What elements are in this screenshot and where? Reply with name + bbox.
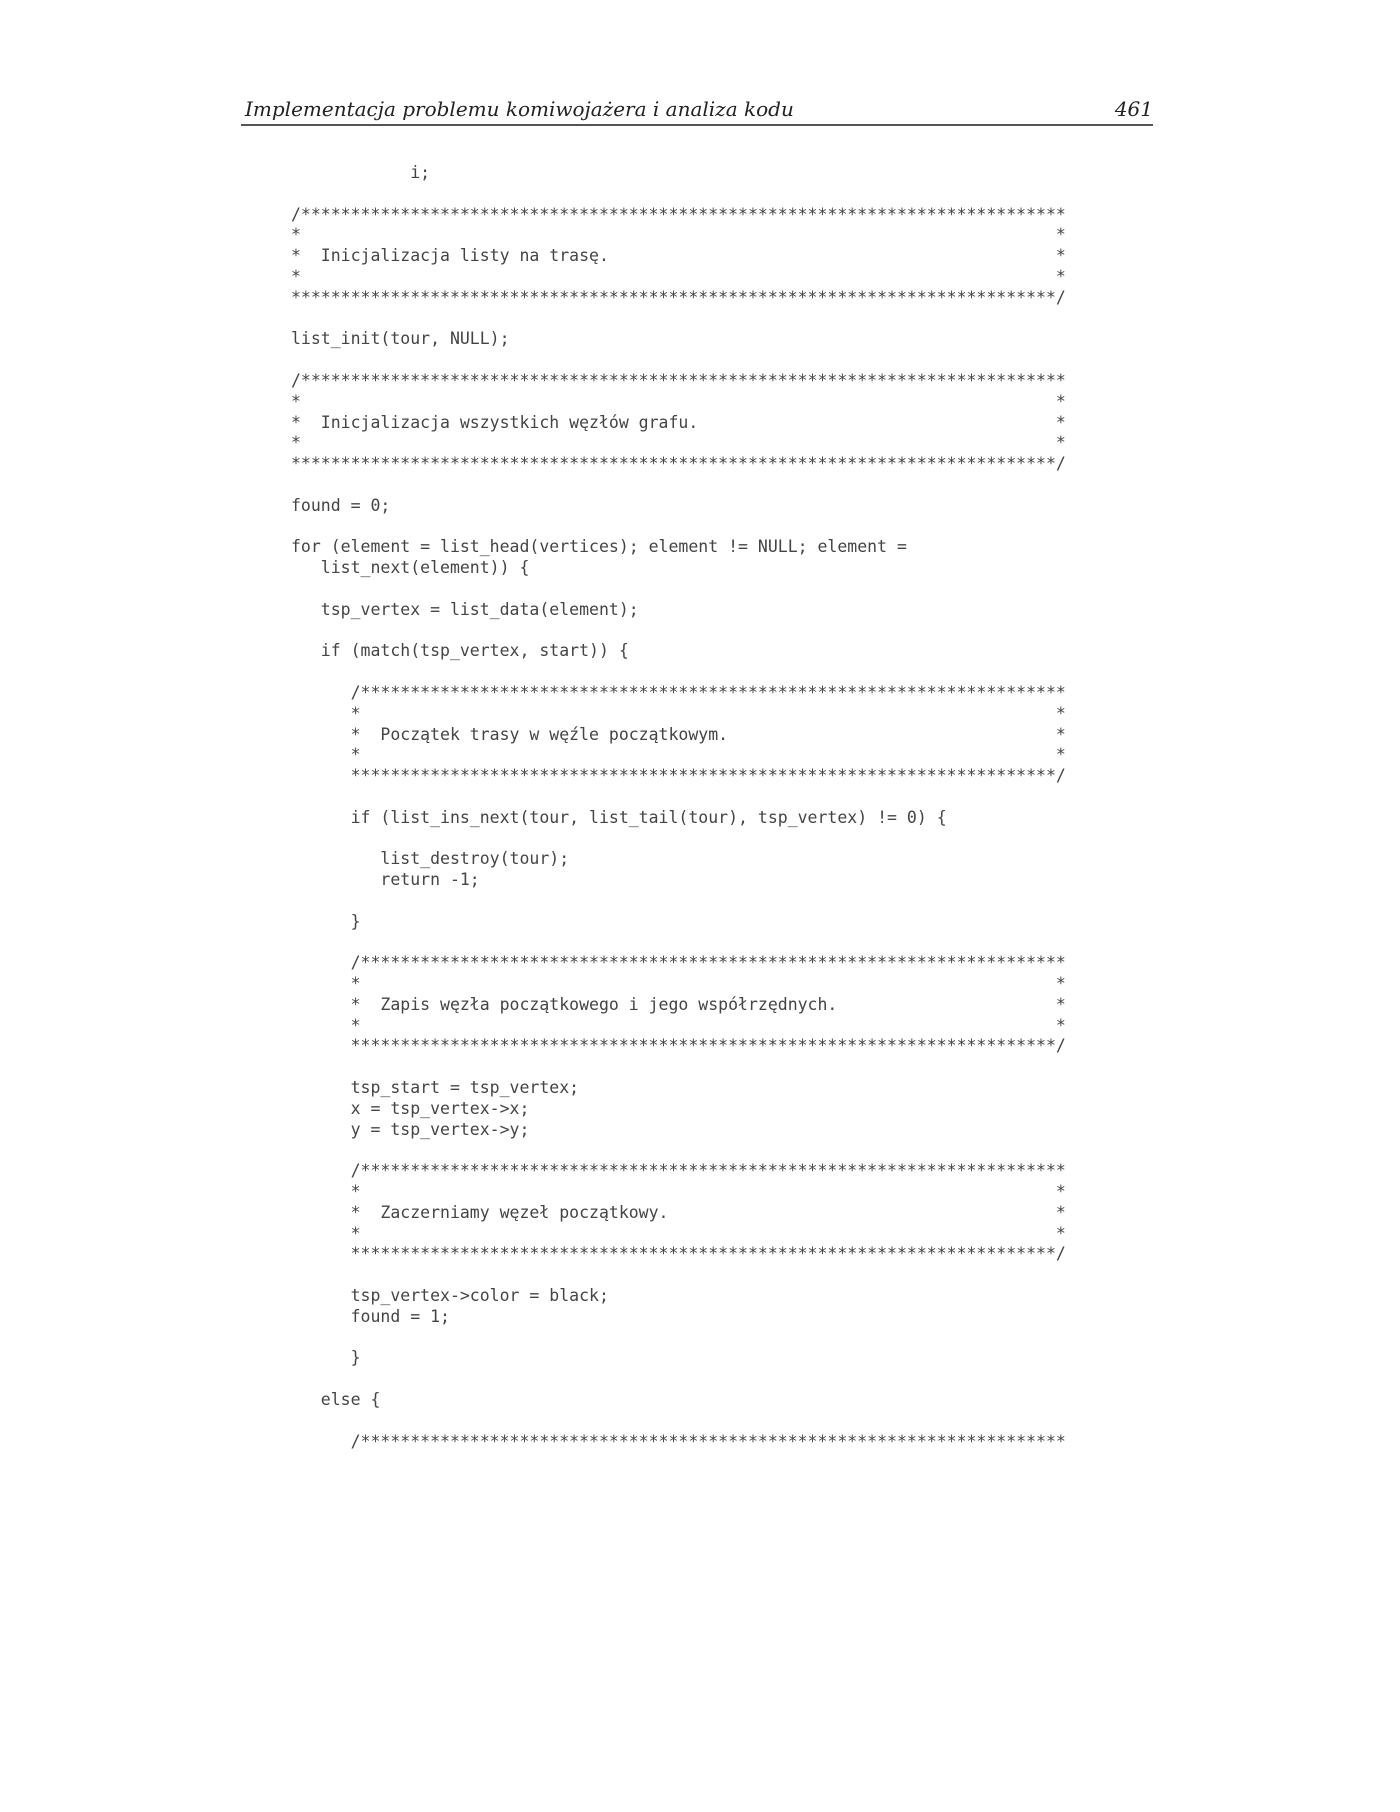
code-line [291, 1265, 1066, 1286]
code-line: *****************************************************************************/ [291, 287, 1066, 307]
code-line [291, 579, 1066, 600]
code-line: /*********************************************************************** [291, 1431, 1066, 1451]
code-line: /*********************************************************************** [291, 953, 1066, 973]
code-line [291, 475, 1066, 496]
code-line: found = 1; [291, 1306, 450, 1326]
code-line: return -1; [291, 870, 480, 890]
code-line: * Inicjalizacja listy na trasę. * [291, 246, 1066, 266]
code-line [291, 621, 1066, 642]
code-line [291, 662, 1066, 683]
code-line [291, 829, 1066, 850]
code-line: for (element = list_head(vertices); element != NULL; element = [291, 537, 907, 557]
code-line [291, 1328, 1066, 1349]
running-head-title: Implementacja problemu komiwojażera i analiza kodu [245, 97, 794, 121]
code-line: /*********************************************************************** [291, 682, 1066, 702]
code-line: else { [291, 1390, 381, 1410]
page-header [241, 97, 1153, 125]
code-line: } [291, 911, 361, 931]
code-line: found = 0; [291, 495, 391, 515]
code-listing [291, 163, 1066, 1452]
code-line [291, 1411, 1066, 1432]
code-line: * * [291, 225, 1066, 245]
code-line [291, 1140, 1066, 1161]
code-line: * * [291, 391, 1066, 411]
code-line [291, 1369, 1066, 1390]
code-line: } [291, 1348, 361, 1368]
code-line: /*********************************************************************** [291, 1161, 1066, 1181]
code-line [291, 309, 1066, 330]
code-line [291, 517, 1066, 538]
code-line: ***********************************************************************/ [291, 766, 1066, 786]
code-line [291, 891, 1066, 912]
code-line: *****************************************************************************/ [291, 454, 1066, 474]
code-line: ***********************************************************************/ [291, 1244, 1066, 1264]
code-line [291, 932, 1066, 953]
code-line: list_next(element)) { [291, 558, 530, 578]
code-line: tsp_vertex = list_data(element); [291, 599, 639, 619]
code-line: if (list_ins_next(tour, list_tail(tour), tsp_vertex) != 0) { [291, 807, 947, 827]
header-rule [241, 124, 1153, 126]
code-line: ***********************************************************************/ [291, 1036, 1066, 1056]
code-line: tsp_start = tsp_vertex; [291, 1078, 580, 1098]
code-line: * * [291, 433, 1066, 453]
code-line: * Zapis węzła początkowego i jego współrzędnych. * [291, 994, 1066, 1014]
page-number: 461 [1114, 97, 1153, 121]
code-line [291, 184, 1066, 205]
code-line: * * [291, 1015, 1066, 1035]
code-line: /***************************************************************************** [291, 370, 1066, 390]
code-line: i; [291, 163, 431, 182]
code-line [291, 1057, 1066, 1078]
code-line: * * [291, 703, 1066, 723]
code-line [291, 350, 1066, 371]
code-line: list_init(tour, NULL); [291, 329, 510, 349]
code-line: x = tsp_vertex->x; [291, 1098, 530, 1118]
code-line: * Zaczerniamy węzeł początkowy. * [291, 1202, 1066, 1222]
code-line: * * [291, 1182, 1066, 1202]
code-line: * Początek trasy w węźle początkowym. * [291, 724, 1066, 744]
code-line: * * [291, 974, 1066, 994]
code-line: /***************************************************************************** [291, 204, 1066, 224]
code-line: * Inicjalizacja wszystkich węzłów grafu. * [291, 412, 1066, 432]
code-line: * * [291, 266, 1066, 286]
code-line: * * [291, 745, 1066, 765]
code-line: list_destroy(tour); [291, 849, 570, 869]
code-line [291, 787, 1066, 808]
code-line: tsp_vertex->color = black; [291, 1286, 609, 1306]
code-line: if (match(tsp_vertex, start)) { [291, 641, 629, 661]
code-line: * * [291, 1223, 1066, 1243]
code-line: y = tsp_vertex->y; [291, 1119, 530, 1139]
